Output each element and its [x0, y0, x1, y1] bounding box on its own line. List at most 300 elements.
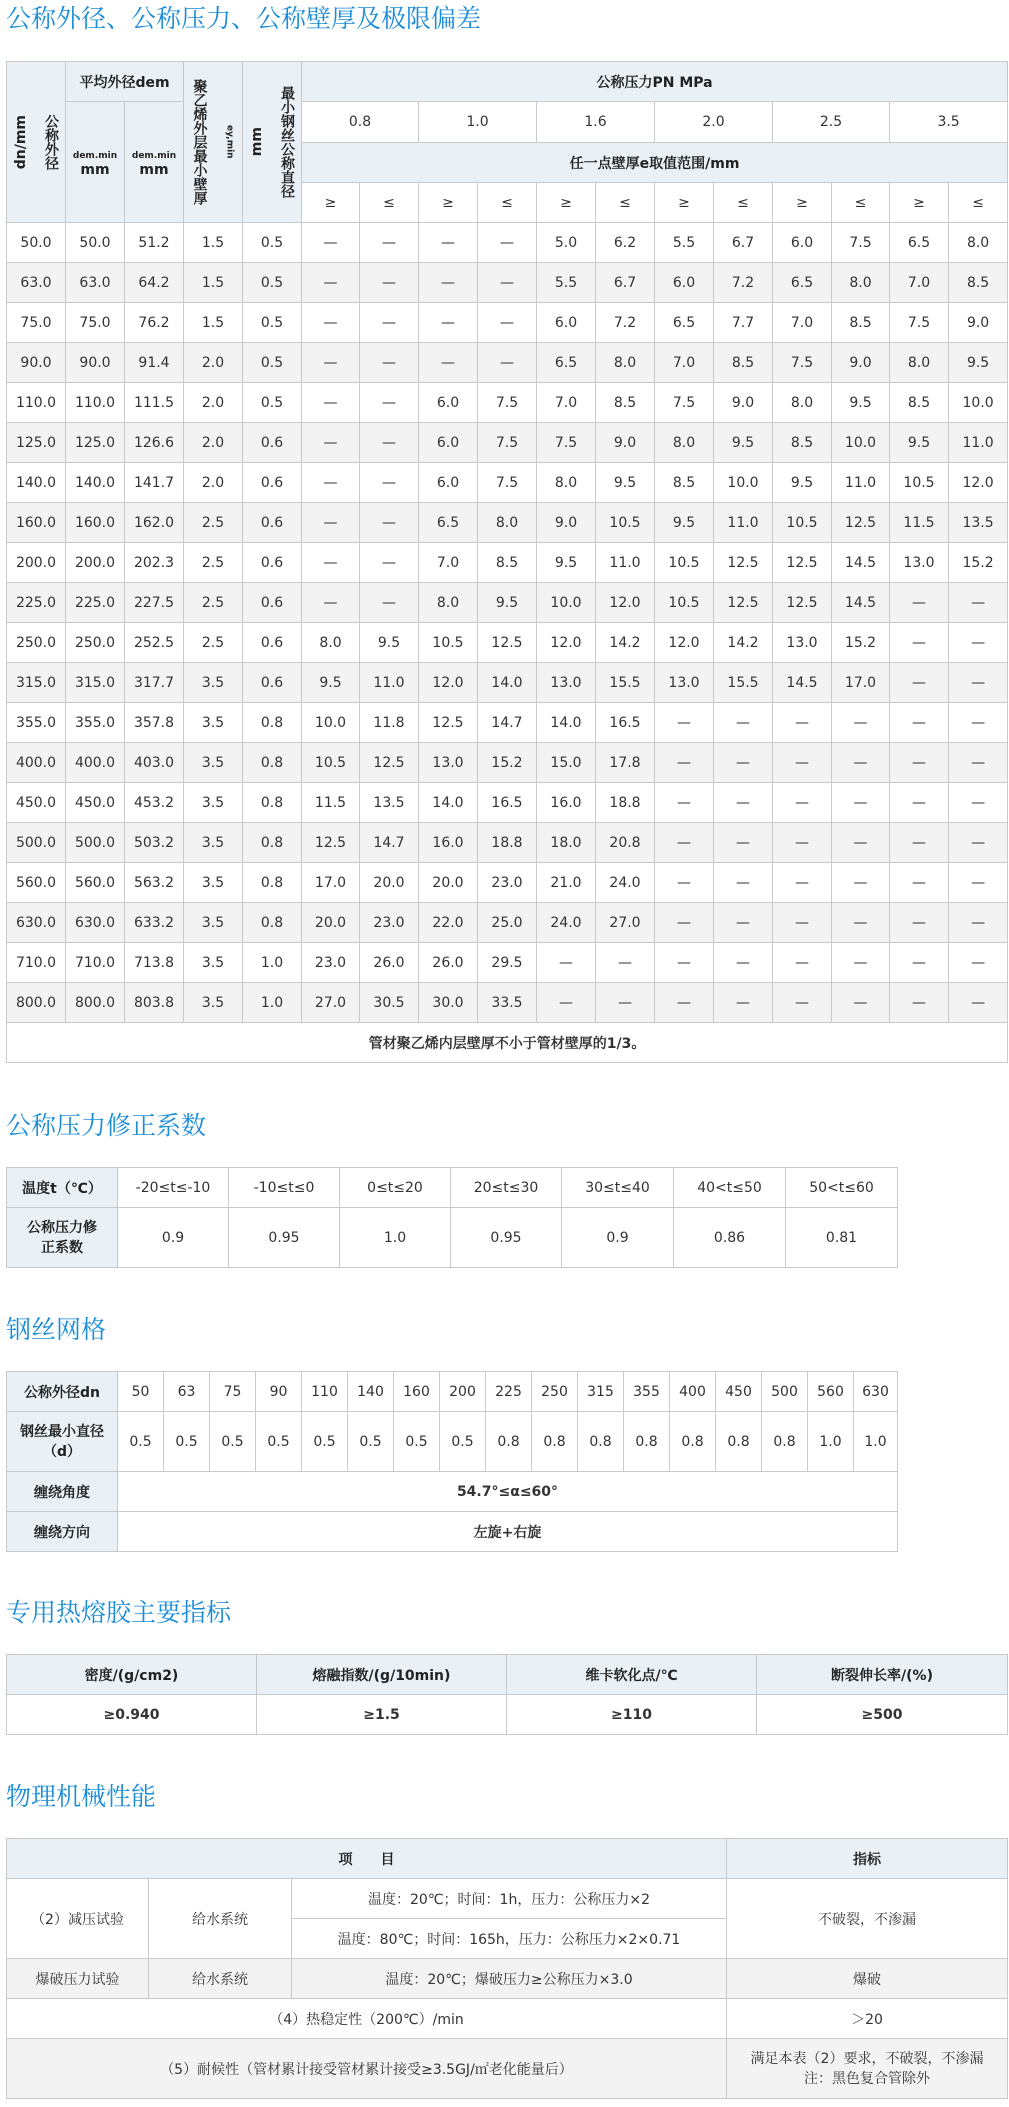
mesh-dn-value: 225 — [486, 1372, 532, 1412]
table-cell: — — [655, 703, 714, 743]
mesh-dia-value: 0.5 — [302, 1412, 348, 1472]
table-cell: 7.7 — [714, 303, 773, 343]
table-cell: 0.6 — [243, 503, 302, 543]
table-cell: 30.0 — [419, 983, 478, 1023]
table-cell: — — [949, 903, 1008, 943]
table-cell: 9.5 — [655, 503, 714, 543]
table-cell: 2.0 — [184, 463, 243, 503]
table-cell: 6.0 — [419, 383, 478, 423]
table-cell: 23.0 — [302, 943, 360, 983]
table-cell: 7.0 — [890, 263, 949, 303]
table-cell: — — [714, 943, 773, 983]
table-cell: 710.0 — [66, 943, 125, 983]
table-cell: 250.0 — [7, 623, 66, 663]
table-cell: 630.0 — [66, 903, 125, 943]
table-cell: 7.5 — [478, 423, 537, 463]
table-cell: 15.0 — [537, 743, 596, 783]
mesh-dia-value: 0.8 — [578, 1412, 624, 1472]
table-row — [7, 303, 1008, 343]
table-cell: 125.0 — [7, 423, 66, 463]
table-cell: 11.8 — [360, 703, 419, 743]
table-row — [7, 423, 1008, 463]
table-cell: — — [537, 983, 596, 1023]
mesh-dia-value: 0.8 — [762, 1412, 808, 1472]
table-row — [7, 943, 1008, 983]
item-header: 项 目 — [7, 1839, 727, 1879]
ge-header: ≥ — [655, 183, 714, 223]
steel-dia-header — [243, 62, 302, 223]
le-header: ≤ — [596, 183, 655, 223]
dem-max-header — [125, 102, 184, 223]
table-cell: 800.0 — [66, 983, 125, 1023]
table-cell: 355.0 — [66, 703, 125, 743]
table-cell: — — [890, 743, 949, 783]
table-cell: 2.0 — [184, 343, 243, 383]
table-row — [7, 543, 1008, 583]
table-cell: — — [478, 263, 537, 303]
table-cell: 400.0 — [66, 743, 125, 783]
table-cell: 7.0 — [537, 383, 596, 423]
table-cell: 315.0 — [7, 663, 66, 703]
coef-value: 1.0 — [340, 1208, 451, 1268]
table-cell: 10.0 — [302, 703, 360, 743]
table-cell: 26.0 — [360, 943, 419, 983]
table-cell: 160.0 — [7, 503, 66, 543]
avg-od-header: 平均外径dem — [66, 62, 184, 102]
temp-label: 温度t（℃） — [7, 1168, 118, 1208]
table-cell: — — [949, 783, 1008, 823]
mesh-dia-value: 0.5 — [440, 1412, 486, 1472]
table-cell: — — [302, 223, 360, 263]
table-cell: — — [773, 983, 832, 1023]
mesh-dia-value: 0.8 — [670, 1412, 716, 1472]
table-cell: 0.6 — [243, 623, 302, 663]
table-cell: — — [360, 543, 419, 583]
table-cell: 3.5 — [184, 983, 243, 1023]
table-cell: 63.0 — [66, 263, 125, 303]
table-cell: 20.0 — [360, 863, 419, 903]
table-cell: 8.5 — [596, 383, 655, 423]
table-cell: — — [714, 863, 773, 903]
le-header: ≤ — [478, 183, 537, 223]
table-cell: 20.8 — [596, 823, 655, 863]
table-cell: 560.0 — [7, 863, 66, 903]
table-cell: 453.2 — [125, 783, 184, 823]
table-cell: 29.5 — [478, 943, 537, 983]
table-cell: 15.2 — [478, 743, 537, 783]
table-cell: 13.5 — [949, 503, 1008, 543]
table-cell: — — [714, 703, 773, 743]
table-cell: 14.2 — [596, 623, 655, 663]
table-cell: 23.0 — [360, 903, 419, 943]
pressure-header: 3.5 — [890, 102, 1008, 143]
r1-name: （2）减压试验 — [7, 1879, 149, 1959]
mesh-dia-value: 0.8 — [486, 1412, 532, 1472]
table-cell: 15.5 — [714, 663, 773, 703]
mesh-dia-value: 0.5 — [348, 1412, 394, 1472]
table-cell: — — [773, 823, 832, 863]
table-cell: 3.5 — [184, 903, 243, 943]
table-cell: 202.3 — [125, 543, 184, 583]
table-cell: — — [360, 383, 419, 423]
table-cell: 10.5 — [773, 503, 832, 543]
table-cell: 225.0 — [66, 583, 125, 623]
table-cell: 12.0 — [655, 623, 714, 663]
table-row — [7, 903, 1008, 943]
table-cell: 713.8 — [125, 943, 184, 983]
table-cell: 13.0 — [655, 663, 714, 703]
mesh-dia-value: 0.8 — [716, 1412, 762, 1472]
table-cell: 9.5 — [949, 343, 1008, 383]
table-cell: 7.0 — [655, 343, 714, 383]
table-cell: — — [890, 783, 949, 823]
table-cell: — — [890, 703, 949, 743]
table-cell: 7.5 — [773, 343, 832, 383]
table-cell: 8.5 — [478, 543, 537, 583]
coef-value: 0.95 — [451, 1208, 562, 1268]
mesh-dn-label: 公称外径dn — [7, 1372, 118, 1412]
table-cell: 126.6 — [125, 423, 184, 463]
steel-mesh-table — [6, 1371, 898, 1552]
r1-condition-a: 温度：20℃；时间：1h，压力：公称压力×2 — [292, 1879, 727, 1919]
table-row — [7, 463, 1008, 503]
table-cell: 0.8 — [243, 903, 302, 943]
dem-min-label: dem.min — [72, 151, 118, 161]
table-cell: — — [773, 943, 832, 983]
table-cell: 7.0 — [773, 303, 832, 343]
pe-outer-header — [184, 62, 243, 223]
table-cell: — — [360, 583, 419, 623]
table-row — [7, 743, 1008, 783]
r2-name: 爆破压力试验 — [7, 1959, 149, 1999]
table-cell: 10.0 — [832, 423, 890, 463]
table-cell: — — [302, 423, 360, 463]
table-cell: 50.0 — [66, 223, 125, 263]
table-cell: 0.5 — [243, 223, 302, 263]
table-cell: 9.5 — [537, 543, 596, 583]
table-cell: 14.0 — [478, 663, 537, 703]
direction-value: 左旋+右旋 — [118, 1512, 898, 1552]
mesh-dia-value: 0.5 — [394, 1412, 440, 1472]
table-cell: — — [655, 863, 714, 903]
table-cell: — — [949, 863, 1008, 903]
table-cell: 560.0 — [66, 863, 125, 903]
table-cell: 14.0 — [537, 703, 596, 743]
mesh-dn-value: 500 — [762, 1372, 808, 1412]
table-cell: 1.5 — [184, 223, 243, 263]
table-cell: 50.0 — [7, 223, 66, 263]
ge-header: ≥ — [302, 183, 360, 223]
table-cell: 5.5 — [537, 263, 596, 303]
table-cell: 9.0 — [537, 503, 596, 543]
table-cell: 0.8 — [243, 863, 302, 903]
dimensions-table — [6, 61, 1008, 1063]
direction-label: 缠绕方向 — [7, 1512, 118, 1552]
table-cell: 7.5 — [890, 303, 949, 343]
mesh-dn-value: 355 — [624, 1372, 670, 1412]
table-cell: 1.0 — [243, 943, 302, 983]
mesh-dn-value: 90 — [256, 1372, 302, 1412]
table-cell: 357.8 — [125, 703, 184, 743]
table-cell: — — [832, 743, 890, 783]
table-cell: — — [302, 543, 360, 583]
table-cell: 355.0 — [7, 703, 66, 743]
table-cell: 10.5 — [655, 583, 714, 623]
coef-value: 0.86 — [674, 1208, 786, 1268]
table-cell: — — [832, 943, 890, 983]
angle-value: 54.7°≤α≤60° — [118, 1472, 898, 1512]
table-cell: 10.5 — [419, 623, 478, 663]
table-cell: 75.0 — [66, 303, 125, 343]
le-header: ≤ — [714, 183, 773, 223]
dem-max-label: dem.min — [131, 151, 177, 161]
table-cell: 3.5 — [184, 703, 243, 743]
table-cell: 7.5 — [537, 423, 596, 463]
table-cell: 315.0 — [66, 663, 125, 703]
table-cell: 30.5 — [360, 983, 419, 1023]
table-cell: 3.5 — [184, 863, 243, 903]
table-cell: 64.2 — [125, 263, 184, 303]
table-cell: — — [655, 823, 714, 863]
pe-outer-label: 聚乙烯外层最小壁厚 — [191, 79, 208, 205]
mesh-dn-value: 315 — [578, 1372, 624, 1412]
le-header: ≤ — [360, 183, 419, 223]
table-cell: 11.0 — [949, 423, 1008, 463]
table-cell: 8.5 — [832, 303, 890, 343]
table-cell: 12.5 — [714, 583, 773, 623]
table-cell: 0.8 — [243, 703, 302, 743]
mechanical-table — [6, 1838, 1008, 2099]
dn-unit: dn/mm — [13, 114, 29, 170]
table-cell: 12.5 — [773, 583, 832, 623]
table-cell: 0.5 — [243, 343, 302, 383]
table-cell: 10.5 — [302, 743, 360, 783]
table-cell: 8.0 — [773, 383, 832, 423]
mesh-dia-value: 0.5 — [164, 1412, 210, 1472]
table-cell: — — [655, 983, 714, 1023]
r1-system: 给水系统 — [149, 1879, 292, 1959]
r4-index-b: 注：黑色复合管除外 — [804, 2070, 930, 2087]
table-cell: — — [596, 943, 655, 983]
r4-index — [727, 2039, 1008, 2099]
table-cell: 2.5 — [184, 623, 243, 663]
table-cell: 18.8 — [596, 783, 655, 823]
mesh-dn-value: 400 — [670, 1372, 716, 1412]
table-cell: 6.0 — [419, 423, 478, 463]
r2-condition: 温度：20℃；爆破压力≥公称压力×3.0 — [292, 1959, 727, 1999]
table-cell: 75.0 — [7, 303, 66, 343]
pressure-header: 1.0 — [419, 102, 537, 143]
mesh-dia-value: 1.0 — [854, 1412, 898, 1472]
note-row — [7, 1023, 1008, 1063]
table-row — [7, 223, 1008, 263]
table-cell: 9.5 — [832, 383, 890, 423]
table-cell: — — [360, 423, 419, 463]
table-cell: — — [949, 823, 1008, 863]
table-cell: — — [360, 303, 419, 343]
table-cell: — — [949, 943, 1008, 983]
table-cell: 0.6 — [243, 423, 302, 463]
table-cell: 9.5 — [596, 463, 655, 503]
table-cell: 12.5 — [773, 543, 832, 583]
pressure-coef-table — [6, 1167, 898, 1268]
table-cell: 800.0 — [7, 983, 66, 1023]
table-cell: 400.0 — [7, 743, 66, 783]
table-cell: 14.5 — [832, 583, 890, 623]
table-cell: 0.8 — [243, 783, 302, 823]
table-cell: 17.0 — [302, 863, 360, 903]
table-cell: 14.7 — [478, 703, 537, 743]
hotmelt-header: 断裂伸长率/(%) — [757, 1655, 1008, 1695]
table-cell: — — [302, 263, 360, 303]
table-cell: 9.5 — [478, 583, 537, 623]
mesh-dia-value: 0.8 — [532, 1412, 578, 1472]
coef-label: 公称压力修正系数 — [7, 1208, 118, 1268]
steel-dia-unit: mm — [249, 127, 266, 157]
mesh-dia-value: 0.5 — [210, 1412, 256, 1472]
table-cell: 10.0 — [714, 463, 773, 503]
table-cell: 3.5 — [184, 823, 243, 863]
mesh-dn-value: 110 — [302, 1372, 348, 1412]
table-cell: 1.0 — [243, 983, 302, 1023]
table-cell: — — [949, 623, 1008, 663]
table-cell: 15.5 — [596, 663, 655, 703]
table-cell: 5.0 — [537, 223, 596, 263]
hotmelt-value: ≥1.5 — [257, 1695, 507, 1735]
table-cell: 8.0 — [302, 623, 360, 663]
table-cell: 11.0 — [714, 503, 773, 543]
table-cell: 403.0 — [125, 743, 184, 783]
table-cell: 24.0 — [596, 863, 655, 903]
table-cell: 803.8 — [125, 983, 184, 1023]
table-cell: 11.5 — [302, 783, 360, 823]
table-cell: — — [832, 703, 890, 743]
pn-header: 公称压力PN MPa — [302, 62, 1008, 102]
pressure-header: 1.6 — [537, 102, 655, 143]
section-title-mechanical: 物理机械性能 — [6, 1782, 157, 1811]
temp-range: -10≤t≤0 — [229, 1168, 340, 1208]
table-cell: — — [655, 743, 714, 783]
table-cell: 91.4 — [125, 343, 184, 383]
table-cell: 0.6 — [243, 543, 302, 583]
table-cell: 11.0 — [360, 663, 419, 703]
ge-header: ≥ — [773, 183, 832, 223]
table-cell: 3.5 — [184, 783, 243, 823]
table-cell: 0.8 — [243, 743, 302, 783]
table-cell: 2.5 — [184, 543, 243, 583]
table-cell: 6.7 — [714, 223, 773, 263]
table-cell: 16.0 — [419, 823, 478, 863]
table-row — [7, 983, 1008, 1023]
table-row — [7, 383, 1008, 423]
table-cell: 3.5 — [184, 663, 243, 703]
dn-header — [7, 62, 66, 223]
table-cell: 7.5 — [655, 383, 714, 423]
r2-system: 给水系统 — [149, 1959, 292, 1999]
table-cell: 227.5 — [125, 583, 184, 623]
table-cell: 90.0 — [7, 343, 66, 383]
table-row — [7, 263, 1008, 303]
table-cell: 16.5 — [478, 783, 537, 823]
hotmelt-header: 熔融指数/(g/10min) — [257, 1655, 507, 1695]
hotmelt-value: ≥500 — [757, 1695, 1008, 1735]
mesh-dn-value: 630 — [854, 1372, 898, 1412]
table-cell: — — [360, 503, 419, 543]
table-cell: 23.0 — [478, 863, 537, 903]
table-cell: 3.5 — [184, 943, 243, 983]
r3-index: ＞20 — [727, 1999, 1008, 2039]
section-title-hotmelt: 专用热熔胶主要指标 — [6, 1598, 232, 1627]
r4-index-a: 满足本表（2）要求，不破裂，不渗漏 — [750, 2050, 984, 2067]
table-cell: 8.5 — [949, 263, 1008, 303]
hotmelt-value: ≥110 — [507, 1695, 757, 1735]
table-cell: 225.0 — [7, 583, 66, 623]
index-header: 指标 — [727, 1839, 1008, 1879]
steel-dia-label: 最小钢丝公称直径 — [279, 86, 296, 198]
temp-range: 0≤t≤20 — [340, 1168, 451, 1208]
table-cell: — — [419, 303, 478, 343]
table-cell: — — [714, 823, 773, 863]
table-cell: 0.5 — [243, 263, 302, 303]
table-cell: 111.5 — [125, 383, 184, 423]
table-cell: 8.0 — [478, 503, 537, 543]
table-cell: 90.0 — [66, 343, 125, 383]
section-title-dimensions: 公称外径、公称压力、公称壁厚及极限偏差 — [6, 4, 482, 33]
coef-value: 0.95 — [229, 1208, 340, 1268]
table-cell: 17.0 — [832, 663, 890, 703]
table-cell: 7.5 — [478, 383, 537, 423]
pressure-header: 2.0 — [655, 102, 773, 143]
mesh-dn-value: 160 — [394, 1372, 440, 1412]
table-cell: 3.5 — [184, 743, 243, 783]
temp-range: 50<t≤60 — [786, 1168, 898, 1208]
table-cell: 13.0 — [890, 543, 949, 583]
hotmelt-header: 密度/(g/cm2) — [7, 1655, 257, 1695]
table-cell: 24.0 — [537, 903, 596, 943]
table-cell: 27.0 — [596, 903, 655, 943]
table-cell: 633.2 — [125, 903, 184, 943]
table-cell: 6.5 — [773, 263, 832, 303]
table-cell: — — [655, 943, 714, 983]
table-row — [7, 663, 1008, 703]
table-cell: — — [832, 983, 890, 1023]
table-cell: 10.5 — [655, 543, 714, 583]
table-cell: — — [773, 783, 832, 823]
table-cell: 12.5 — [360, 743, 419, 783]
table-cell: 9.5 — [714, 423, 773, 463]
table-cell: — — [949, 983, 1008, 1023]
table-cell: 14.0 — [419, 783, 478, 823]
table-cell: 25.0 — [478, 903, 537, 943]
table-cell: 1.5 — [184, 303, 243, 343]
r1-index: 不破裂，不渗漏 — [727, 1879, 1008, 1959]
table-cell: 563.2 — [125, 863, 184, 903]
table-cell: 500.0 — [66, 823, 125, 863]
table-cell: 2.0 — [184, 423, 243, 463]
table-cell: — — [773, 903, 832, 943]
table-cell: — — [890, 823, 949, 863]
table-cell: — — [360, 463, 419, 503]
table-cell: 22.0 — [419, 903, 478, 943]
table-cell: — — [949, 663, 1008, 703]
table-cell: — — [890, 943, 949, 983]
table-cell: 11.5 — [890, 503, 949, 543]
table-cell: — — [773, 743, 832, 783]
table-cell: 6.2 — [596, 223, 655, 263]
table-cell: 500.0 — [7, 823, 66, 863]
r1-condition-b: 温度：80℃；时间：165h，压力：公称压力×2×0.71 — [292, 1919, 727, 1959]
table-cell: 0.6 — [243, 463, 302, 503]
